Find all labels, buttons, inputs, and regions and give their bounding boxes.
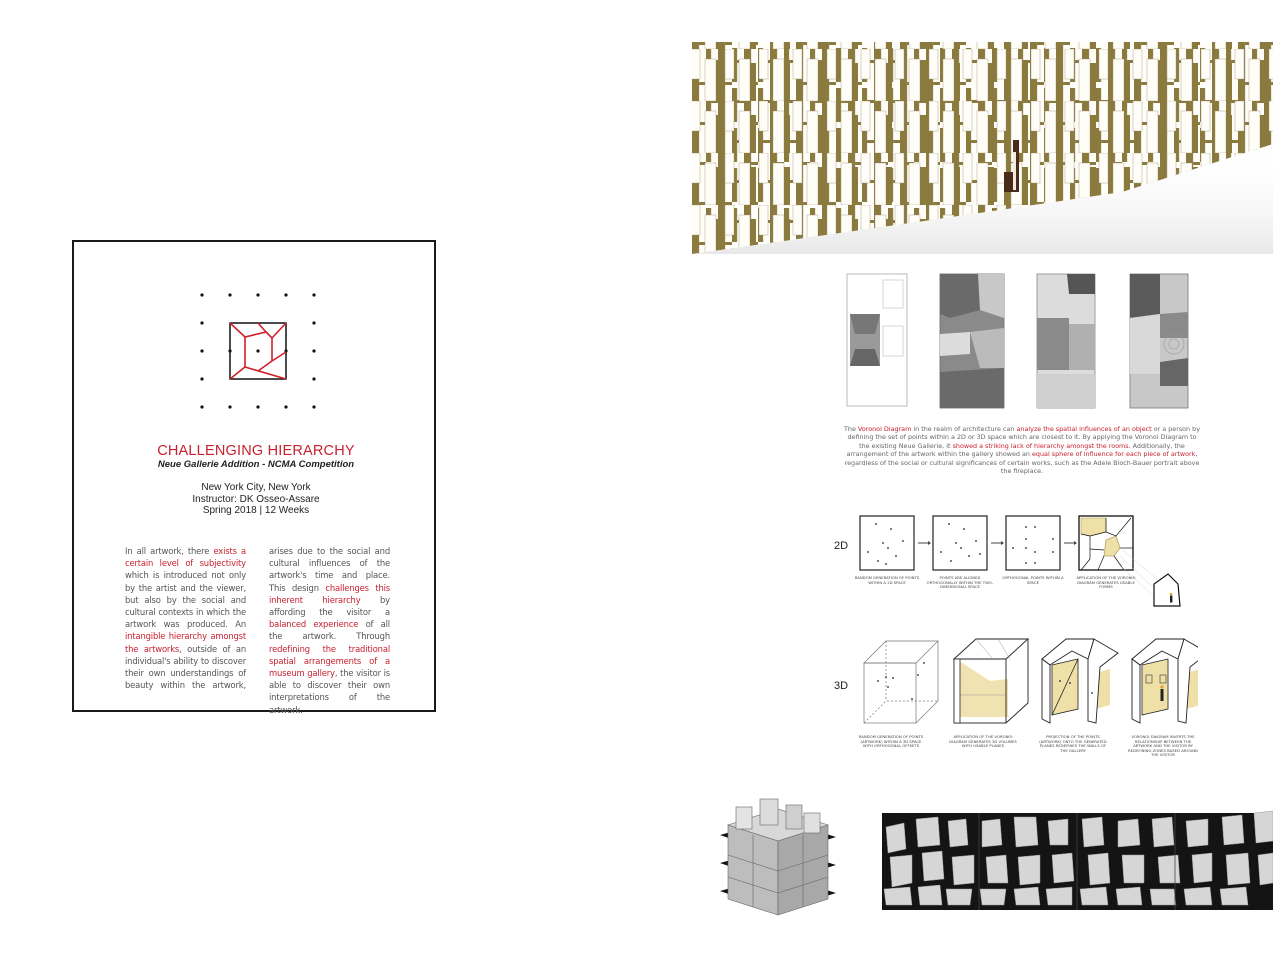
caption-2d-3: ORTHOGONAL POINTS WITHIN A SPACE xyxy=(1002,575,1064,585)
caption-2d-4: APPLICATION OF THE VORONOI DIAGRAM GENERATES USABLE FORMS xyxy=(1076,575,1136,590)
city-axonometric-image xyxy=(692,42,1273,254)
caption-2d-2: POINTS ARE ALIGNED ORTHOGONALLY WITHIN THE TWO-DIMENSIONAL SPACE xyxy=(926,575,994,590)
voronoi-floor-plans xyxy=(845,272,1195,412)
text-run: of all the artwork. Through xyxy=(269,619,390,642)
row-label-3d: 3D xyxy=(834,680,849,692)
highlight-text: intangible hierarchy amongst the artworks xyxy=(125,631,246,654)
text-run: by affording the visitor a xyxy=(269,594,390,618)
visitor-figure xyxy=(1170,593,1173,603)
text-run: The xyxy=(844,425,858,433)
text-run: In all artwork, there xyxy=(125,546,214,556)
project-title: CHALLENGING HIERARCHY xyxy=(157,443,355,459)
description-column-2 xyxy=(269,545,390,716)
caption-3d-2: APPLICATION OF THE VORONOI DIAGRAM GENERATES 3D VOLUMES WITH USABLE PLANES xyxy=(949,734,1017,749)
highlight-text: analyze the spatial influences of an object xyxy=(1016,425,1152,433)
text-run: or a person by defining the set of points within a 2D or 3D space which are closest to it. By applying the Voronoi Diagram to the existing Neue Gallerie, it xyxy=(847,425,1200,450)
project-meta xyxy=(74,482,438,517)
highlight-text: Voronoi Diagram xyxy=(857,425,912,433)
project-term: Spring 2018 | 12 Weeks xyxy=(202,505,310,516)
row-label-2d: 2D xyxy=(834,540,849,552)
text-run: arises due to the social and cultural influences of the artwork's time and place. This design xyxy=(269,546,390,593)
voronoi-description xyxy=(843,425,1201,475)
massing-elevation-strip xyxy=(882,805,1273,910)
diagram-2d-graphic xyxy=(858,514,1198,609)
caption-3d-4: VORONOI DIAGRAM INVERTS THE RELATIONSHIP BETWEEN THE ARTWORK AND THE VISITOR BY REDEFINING ZONES BASED AROUND THE VISITOR xyxy=(1128,734,1198,758)
project-instructor: Instructor: DK Osseo-Assare xyxy=(192,493,320,505)
text-run: which is introduced not only by the artist and the viewer, but also by the social and cultural contexts in which the artwork was produced. An xyxy=(125,570,246,630)
highlight-text: showed a striking lack of hierarchy amongst the rooms xyxy=(952,441,1129,450)
project-location: New York City, New York xyxy=(201,482,311,493)
highlight-text: challenges this inherent hierarchy xyxy=(269,582,391,605)
highlight-text: exists a certain level of subjectivity xyxy=(125,546,246,569)
text-run: , the visitor is able to discover their own interpretations of the artwork. xyxy=(269,668,390,715)
text-run: in the realm of architecture can xyxy=(911,425,1017,433)
caption-3d-1: RANDOM GENERATION OF POINTS (ARTWORK) WITHIN A 3D SPACE WITH ORTHOGONAL OFFSETS xyxy=(858,734,924,749)
highlight-text: equal sphere of influence for each piece of artwork xyxy=(1032,450,1196,459)
description-column-1 xyxy=(125,545,246,691)
text-run: , regardless of the social or cultural significances of certain works, such as the Adele Bloch-Bauer portrait above the fireplace. xyxy=(844,450,1200,476)
visitor-figure xyxy=(1160,685,1163,701)
caption-3d-3: PROJECTION OF THE POINTS (ARTWORK) ONTO THE GENERATED PLANES REDEFINES THE WALLS OF THE GALLERY xyxy=(1039,734,1107,753)
text-run: . Additionally, the arrangement of the artwork within the gallery showed an xyxy=(846,441,1185,459)
highlight-text: redefining the traditional spatial arrangements of a museum gallery xyxy=(269,643,390,679)
caption-2d-1: RANDOM GENERATION OF POINTS WITHIN A 2D SPACE xyxy=(854,575,920,585)
project-card xyxy=(72,240,436,715)
diagram-2d xyxy=(854,514,1198,613)
massing-cube-model xyxy=(718,795,843,925)
project-subtitle: Neue Gallerie Addition - NCMA Competition xyxy=(157,459,355,470)
diagram-3d-graphic xyxy=(858,635,1198,730)
text-run: , outside of an individual's ability to discover their own understandings of beauty within the artwork, xyxy=(125,643,246,691)
diagram-3d xyxy=(858,635,1198,758)
voronoi-grid-logo-icon xyxy=(199,292,319,412)
highlight-text: balanced experience xyxy=(269,619,359,630)
